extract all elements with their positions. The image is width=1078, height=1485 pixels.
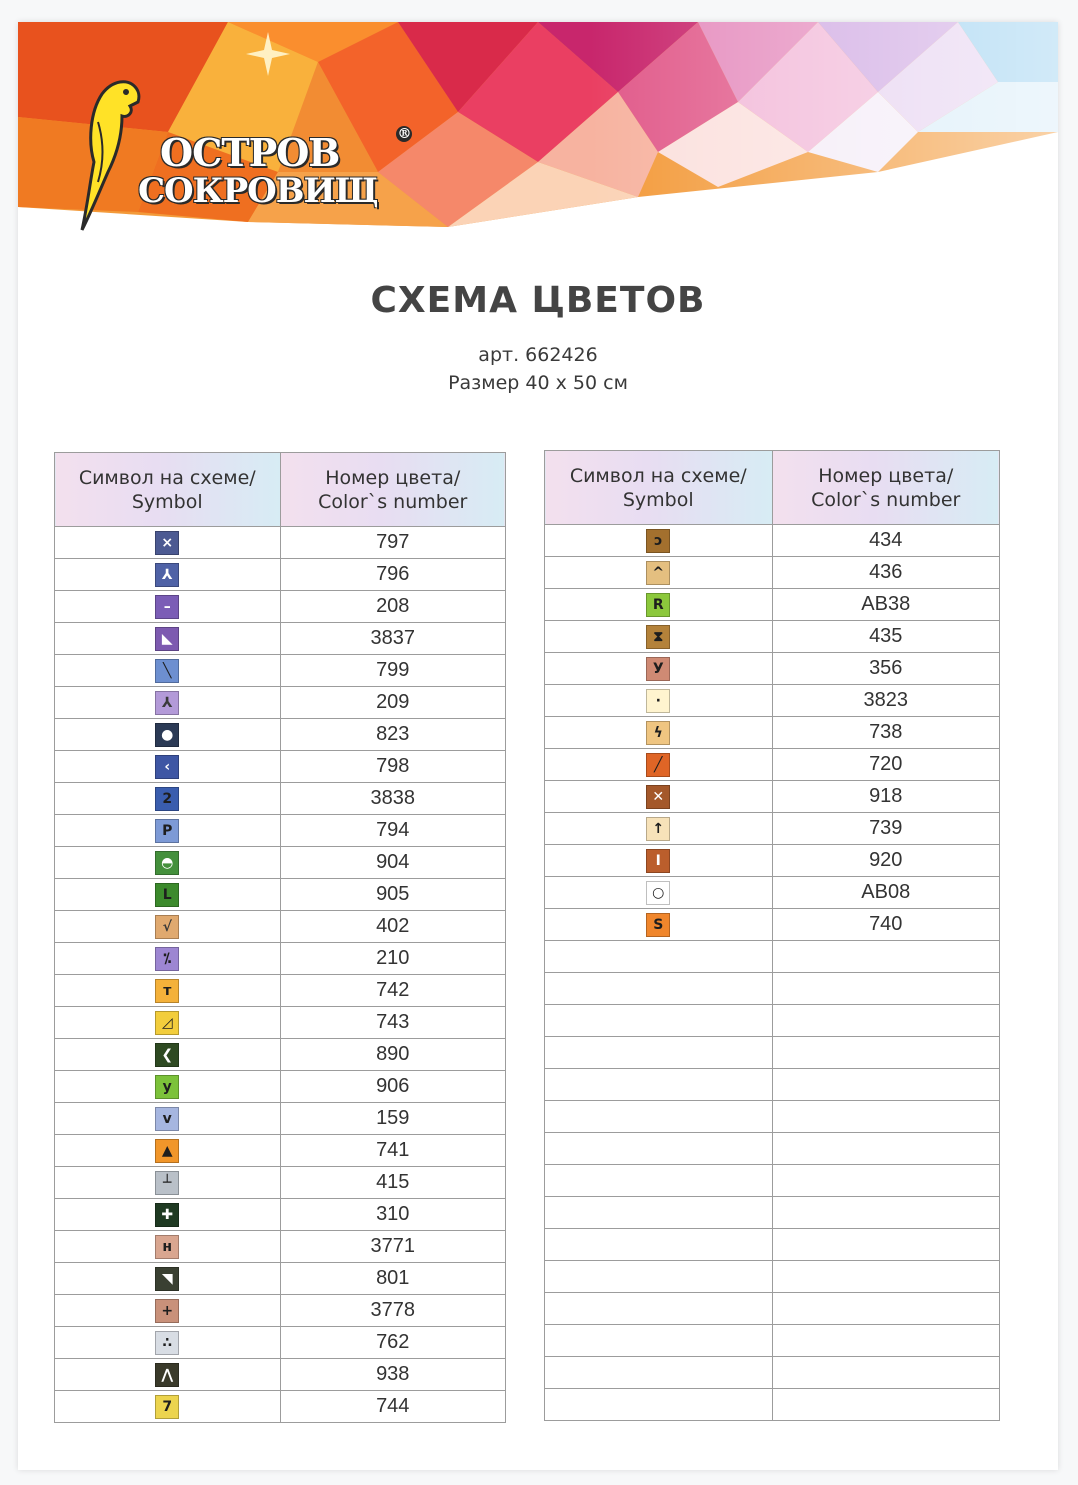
- empty-cell: [772, 941, 1000, 973]
- empty-cell: [545, 1389, 773, 1421]
- color-number-cell: 435: [772, 621, 1000, 653]
- table-row: [55, 559, 506, 591]
- color-symbol-swatch: ^: [646, 561, 670, 585]
- color-number-cell: 906: [280, 1071, 506, 1103]
- color-symbol-swatch: –: [155, 595, 179, 619]
- color-symbol-swatch: ·: [646, 689, 670, 713]
- table-row: [55, 1391, 506, 1423]
- color-number-cell: 209: [280, 687, 506, 719]
- table-row: [55, 815, 506, 847]
- table-row: [545, 781, 1000, 813]
- color-number-cell: 762: [280, 1327, 506, 1359]
- parrot-icon: [68, 62, 148, 232]
- empty-table-row: [545, 1133, 1000, 1165]
- empty-cell: [772, 1261, 1000, 1293]
- color-symbol-swatch: ◓: [155, 851, 179, 875]
- color-symbol-swatch: ◿: [155, 1011, 179, 1035]
- color-symbol-swatch: I: [646, 849, 670, 873]
- table-row: [55, 1327, 506, 1359]
- symbol-cell: [55, 847, 281, 879]
- color-number-cell: 796: [280, 559, 506, 591]
- symbol-cell: [55, 1039, 281, 1071]
- table-row: [55, 687, 506, 719]
- color-number-cell: 159: [280, 1103, 506, 1135]
- empty-table-row: [545, 1293, 1000, 1325]
- table-row: [545, 877, 1000, 909]
- color-symbol-swatch: ⁒: [155, 947, 179, 971]
- symbol-cell: [55, 943, 281, 975]
- symbol-cell: [545, 813, 773, 845]
- color-number-cell: AB38: [772, 589, 1000, 621]
- color-symbol-swatch: ✚: [155, 1203, 179, 1227]
- color-number-cell: 740: [772, 909, 1000, 941]
- empty-cell: [545, 1293, 773, 1325]
- color-table-left: [54, 452, 506, 1423]
- color-number-cell: 801: [280, 1263, 506, 1295]
- color-symbol-swatch: ▲: [155, 1139, 179, 1163]
- table-row: [545, 909, 1000, 941]
- empty-table-row: [545, 1005, 1000, 1037]
- color-number-cell: 905: [280, 879, 506, 911]
- symbol-cell: [545, 685, 773, 717]
- color-symbol-swatch: √: [155, 915, 179, 939]
- color-number-cell: 890: [280, 1039, 506, 1071]
- color-symbol-swatch: ┴: [155, 1171, 179, 1195]
- color-number-cell: 356: [772, 653, 1000, 685]
- color-number-cell: 210: [280, 943, 506, 975]
- empty-table-row: [545, 1389, 1000, 1421]
- color-number-cell: 918: [772, 781, 1000, 813]
- empty-cell: [545, 1101, 773, 1133]
- table-row: [55, 1007, 506, 1039]
- symbol-cell: [55, 1295, 281, 1327]
- empty-cell: [772, 1069, 1000, 1101]
- color-symbol-swatch: ✕: [646, 785, 670, 809]
- column-header-symbol: Символ на схеме/ Symbol: [55, 453, 281, 527]
- color-symbol-swatch: ⅄: [155, 691, 179, 715]
- color-symbol-swatch: R: [646, 593, 670, 617]
- color-number-cell: 823: [280, 719, 506, 751]
- symbol-cell: [55, 527, 281, 559]
- color-symbol-swatch: ◥: [155, 1267, 179, 1291]
- symbol-cell: [55, 1199, 281, 1231]
- empty-table-row: [545, 1037, 1000, 1069]
- color-number-cell: 415: [280, 1167, 506, 1199]
- empty-cell: [545, 1197, 773, 1229]
- color-symbol-swatch: т: [155, 979, 179, 1003]
- color-symbol-swatch: н: [155, 1235, 179, 1259]
- color-number-cell: 3837: [280, 623, 506, 655]
- color-symbol-swatch: v: [155, 1107, 179, 1131]
- symbol-cell: [545, 845, 773, 877]
- page-title: СХЕМА ЦВЕТОВ: [370, 280, 706, 321]
- color-number-cell: 741: [280, 1135, 506, 1167]
- symbol-cell: [545, 781, 773, 813]
- color-number-cell: 794: [280, 815, 506, 847]
- empty-cell: [772, 1037, 1000, 1069]
- table-row: [545, 557, 1000, 589]
- color-number-cell: 434: [772, 525, 1000, 557]
- column-header-color-number: Номер цвета/ Color`s number: [772, 451, 1000, 525]
- registered-mark: ®: [397, 126, 411, 142]
- table-row: [55, 1071, 506, 1103]
- color-number-cell: 920: [772, 845, 1000, 877]
- symbol-cell: [55, 783, 281, 815]
- table-row: [55, 1359, 506, 1391]
- brand-wordmark: [138, 126, 411, 211]
- color-number-cell: 739: [772, 813, 1000, 845]
- table-row: [55, 591, 506, 623]
- color-symbol-swatch: ●: [155, 723, 179, 747]
- symbol-cell: [55, 1231, 281, 1263]
- color-symbol-swatch: ϟ: [646, 721, 670, 745]
- empty-table-row: [545, 1261, 1000, 1293]
- table-row: [545, 813, 1000, 845]
- table-row: [545, 653, 1000, 685]
- empty-cell: [772, 1293, 1000, 1325]
- table-row: [55, 1199, 506, 1231]
- empty-cell: [545, 973, 773, 1005]
- color-number-cell: 738: [772, 717, 1000, 749]
- empty-table-row: [545, 1325, 1000, 1357]
- color-number-cell: 3771: [280, 1231, 506, 1263]
- color-symbol-swatch: ↄ: [646, 529, 670, 553]
- color-number-cell: 436: [772, 557, 1000, 589]
- table-row: [545, 589, 1000, 621]
- symbol-cell: [545, 909, 773, 941]
- empty-cell: [545, 1005, 773, 1037]
- symbol-cell: [55, 719, 281, 751]
- empty-table-row: [545, 1101, 1000, 1133]
- empty-cell: [772, 1357, 1000, 1389]
- symbol-cell: [545, 749, 773, 781]
- table-row: [55, 1039, 506, 1071]
- color-symbol-swatch: ⋀: [155, 1363, 179, 1387]
- empty-cell: [545, 1069, 773, 1101]
- symbol-cell: [55, 1391, 281, 1423]
- symbol-cell: [545, 877, 773, 909]
- color-symbol-swatch: у: [155, 1075, 179, 1099]
- color-number-cell: 310: [280, 1199, 506, 1231]
- table-row: [55, 655, 506, 687]
- empty-table-row: [545, 1197, 1000, 1229]
- color-number-cell: 742: [280, 975, 506, 1007]
- table-row: [55, 1231, 506, 1263]
- table-row: [55, 1263, 506, 1295]
- empty-cell: [772, 1005, 1000, 1037]
- symbol-cell: [55, 879, 281, 911]
- empty-table-row: [545, 941, 1000, 973]
- table-row: [55, 879, 506, 911]
- empty-table-row: [545, 1069, 1000, 1101]
- empty-cell: [772, 1133, 1000, 1165]
- canvas-size: Размер 40 х 50 см: [448, 372, 628, 394]
- symbol-cell: [55, 591, 281, 623]
- empty-table-row: [545, 1165, 1000, 1197]
- color-symbol-swatch: ⧗: [646, 625, 670, 649]
- brand-line-2: СОКРОВИЩ: [138, 171, 378, 211]
- empty-cell: [772, 1229, 1000, 1261]
- symbol-cell: [55, 1263, 281, 1295]
- color-symbol-swatch: ◣: [155, 627, 179, 651]
- color-number-cell: 744: [280, 1391, 506, 1423]
- symbol-cell: [55, 911, 281, 943]
- table-row: [55, 751, 506, 783]
- empty-table-row: [545, 973, 1000, 1005]
- empty-cell: [545, 1357, 773, 1389]
- color-number-cell: 402: [280, 911, 506, 943]
- color-symbol-swatch: ○: [646, 881, 670, 905]
- color-number-cell: 208: [280, 591, 506, 623]
- color-number-cell: 3778: [280, 1295, 506, 1327]
- color-symbol-swatch: ↑: [646, 817, 670, 841]
- color-number-cell: 799: [280, 655, 506, 687]
- table-row: [55, 719, 506, 751]
- symbol-cell: [55, 623, 281, 655]
- empty-cell: [545, 1133, 773, 1165]
- color-symbol-swatch: ∴: [155, 1331, 179, 1355]
- table-row: [55, 527, 506, 559]
- color-symbol-swatch: +: [155, 1299, 179, 1323]
- table-row: [55, 847, 506, 879]
- color-symbol-swatch: У: [646, 657, 670, 681]
- empty-cell: [772, 1389, 1000, 1421]
- symbol-cell: [545, 589, 773, 621]
- color-number-cell: 938: [280, 1359, 506, 1391]
- symbol-cell: [55, 1359, 281, 1391]
- table-row: [55, 1167, 506, 1199]
- table-row: [55, 911, 506, 943]
- column-header-symbol: Символ на схеме/ Symbol: [545, 451, 773, 525]
- color-symbol-swatch: L: [155, 883, 179, 907]
- symbol-cell: [55, 687, 281, 719]
- table-row: [545, 525, 1000, 557]
- table-row: [55, 1295, 506, 1327]
- table-row: [545, 717, 1000, 749]
- empty-cell: [772, 973, 1000, 1005]
- color-symbol-swatch: 2: [155, 787, 179, 811]
- symbol-cell: [545, 621, 773, 653]
- color-symbol-swatch: S: [646, 913, 670, 937]
- symbol-cell: [55, 815, 281, 847]
- table-row: [545, 845, 1000, 877]
- article-number: арт. 662426: [478, 344, 598, 366]
- color-symbol-swatch: ╱: [646, 753, 670, 777]
- table-row: [545, 685, 1000, 717]
- empty-cell: [772, 1197, 1000, 1229]
- empty-cell: [772, 1325, 1000, 1357]
- empty-table-row: [545, 1357, 1000, 1389]
- empty-cell: [545, 1165, 773, 1197]
- empty-cell: [545, 941, 773, 973]
- symbol-cell: [545, 557, 773, 589]
- color-chart-sheet: [18, 22, 1058, 1470]
- symbol-cell: [545, 653, 773, 685]
- empty-cell: [545, 1229, 773, 1261]
- table-row: [545, 621, 1000, 653]
- empty-cell: [545, 1325, 773, 1357]
- symbol-cell: [55, 1071, 281, 1103]
- color-symbol-swatch: ⅄: [155, 563, 179, 587]
- symbol-cell: [55, 975, 281, 1007]
- symbol-cell: [55, 1135, 281, 1167]
- color-symbol-swatch: ❮: [155, 1043, 179, 1067]
- color-symbol-swatch: P: [155, 819, 179, 843]
- color-number-cell: 720: [772, 749, 1000, 781]
- color-number-cell: 798: [280, 751, 506, 783]
- symbol-cell: [545, 717, 773, 749]
- color-number-cell: 904: [280, 847, 506, 879]
- empty-cell: [772, 1101, 1000, 1133]
- symbol-cell: [545, 525, 773, 557]
- color-symbol-swatch: ×: [155, 531, 179, 555]
- color-number-cell: 3838: [280, 783, 506, 815]
- color-symbol-swatch: ╲: [155, 659, 179, 683]
- empty-cell: [545, 1261, 773, 1293]
- symbol-cell: [55, 1007, 281, 1039]
- symbol-cell: [55, 655, 281, 687]
- table-row: [55, 1135, 506, 1167]
- symbol-cell: [55, 559, 281, 591]
- color-number-cell: 3823: [772, 685, 1000, 717]
- color-number-cell: 797: [280, 527, 506, 559]
- table-row: [545, 749, 1000, 781]
- empty-cell: [545, 1037, 773, 1069]
- table-row: [55, 623, 506, 655]
- symbol-cell: [55, 1327, 281, 1359]
- table-row: [55, 975, 506, 1007]
- table-row: [55, 783, 506, 815]
- color-table-right: [544, 450, 1000, 1421]
- symbol-cell: [55, 751, 281, 783]
- color-number-cell: AB08: [772, 877, 1000, 909]
- color-symbol-swatch: ‹: [155, 755, 179, 779]
- column-header-color-number: Номер цвета/ Color`s number: [280, 453, 506, 527]
- empty-cell: [772, 1165, 1000, 1197]
- color-number-cell: 743: [280, 1007, 506, 1039]
- table-row: [55, 943, 506, 975]
- color-symbol-swatch: 7: [155, 1395, 179, 1419]
- empty-table-row: [545, 1229, 1000, 1261]
- symbol-cell: [55, 1103, 281, 1135]
- table-row: [55, 1103, 506, 1135]
- brand-line-1: ОСТРОВ: [160, 130, 340, 175]
- brand-logo: [68, 62, 411, 232]
- symbol-cell: [55, 1167, 281, 1199]
